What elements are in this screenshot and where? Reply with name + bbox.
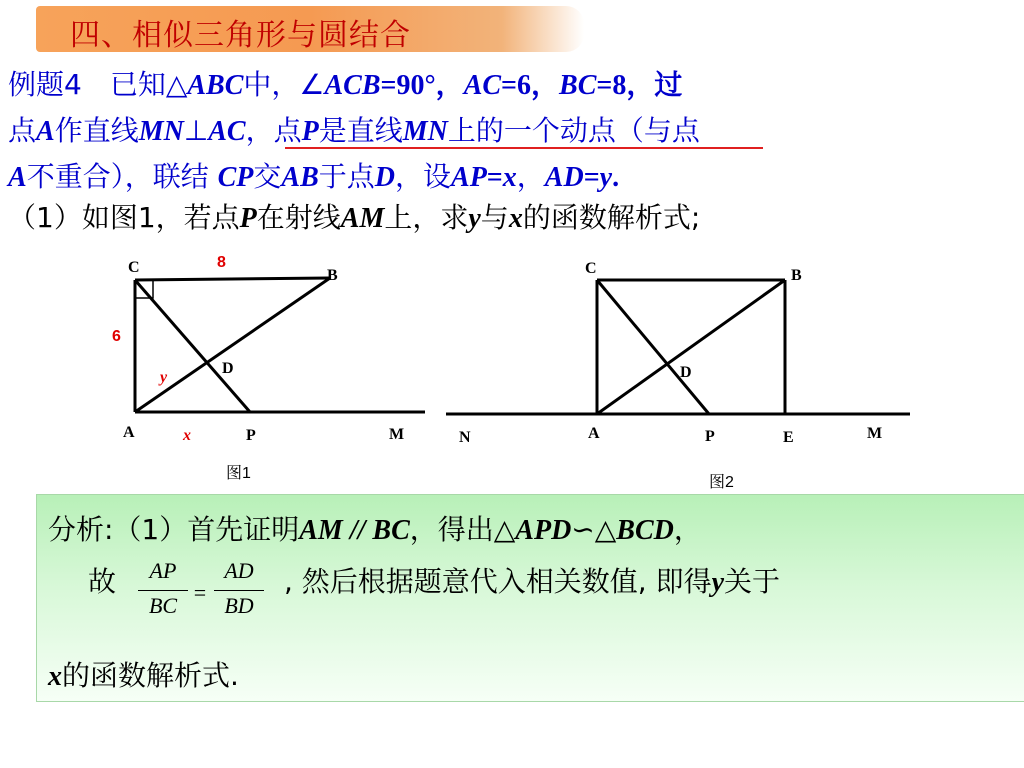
fig2-label-n: N bbox=[459, 429, 471, 446]
fig1-label-a: A bbox=[123, 424, 135, 441]
fraction-1-numerator: AP bbox=[149, 558, 177, 583]
figure-1 bbox=[135, 278, 425, 412]
figure-2 bbox=[446, 280, 910, 414]
fraction-1-denominator: BC bbox=[148, 593, 178, 618]
fraction-equals: = bbox=[193, 580, 207, 605]
fig1-label-m: M bbox=[389, 426, 405, 443]
fig1-var-x: x bbox=[183, 427, 191, 444]
fraction-2-denominator: BD bbox=[224, 593, 254, 618]
fig2-label-p: P bbox=[705, 428, 715, 445]
problem-line-2: 点A作直线MN⊥AC，点P是直线MN上的一个动点（与点 bbox=[8, 114, 700, 147]
fig2-caption: 图2 bbox=[709, 474, 734, 491]
fraction-1-bar bbox=[138, 590, 188, 591]
fraction-2-numerator: AD bbox=[224, 558, 254, 583]
fig1-caption: 图1 bbox=[226, 465, 251, 482]
fig2-label-a: A bbox=[588, 425, 600, 442]
fraction-1 bbox=[138, 558, 188, 619]
part1-question: （1）如图1，若点P在射线AM上，求y与x的函数解析式; bbox=[8, 201, 701, 234]
fig1-label-b: B bbox=[327, 267, 338, 284]
problem-line-1: 例题4 已知△ABC中，∠ACB=90°，AC=6，BC=8，过 bbox=[8, 68, 683, 101]
fig2-label-m: M bbox=[867, 425, 883, 442]
fig1-var-y: y bbox=[160, 369, 168, 386]
analysis-line-2-prefix: 故 bbox=[88, 565, 117, 598]
fig1-segment-cb bbox=[135, 278, 330, 280]
fig1-length-cb: 8 bbox=[217, 254, 226, 271]
fig1-label-p: P bbox=[246, 427, 256, 444]
fig2-label-c: C bbox=[585, 260, 597, 277]
analysis-line-2: , 然后根据题意代入相关数值, 即得y关于 bbox=[284, 565, 781, 598]
analysis-line-1: 分析:（1）首先证明AM // BC，得出△APD∽△BCD， bbox=[48, 513, 702, 546]
problem-line-3: A不重合），联结 CP交AB于点D，设AP=x，AD=y. bbox=[8, 160, 620, 193]
slide-title: 四、相似三角形与圆结合 bbox=[70, 18, 411, 53]
analysis-line-3: x的函数解析式. bbox=[48, 659, 239, 692]
fig1-label-d: D bbox=[222, 360, 234, 377]
fig1-length-ac: 6 bbox=[112, 328, 121, 345]
fraction-2 bbox=[214, 558, 264, 619]
fig2-label-d: D bbox=[680, 364, 692, 381]
fig2-label-b: B bbox=[791, 267, 802, 284]
fig1-label-c: C bbox=[128, 259, 140, 276]
fig2-label-e: E bbox=[783, 429, 794, 446]
fraction-2-bar bbox=[214, 590, 264, 591]
